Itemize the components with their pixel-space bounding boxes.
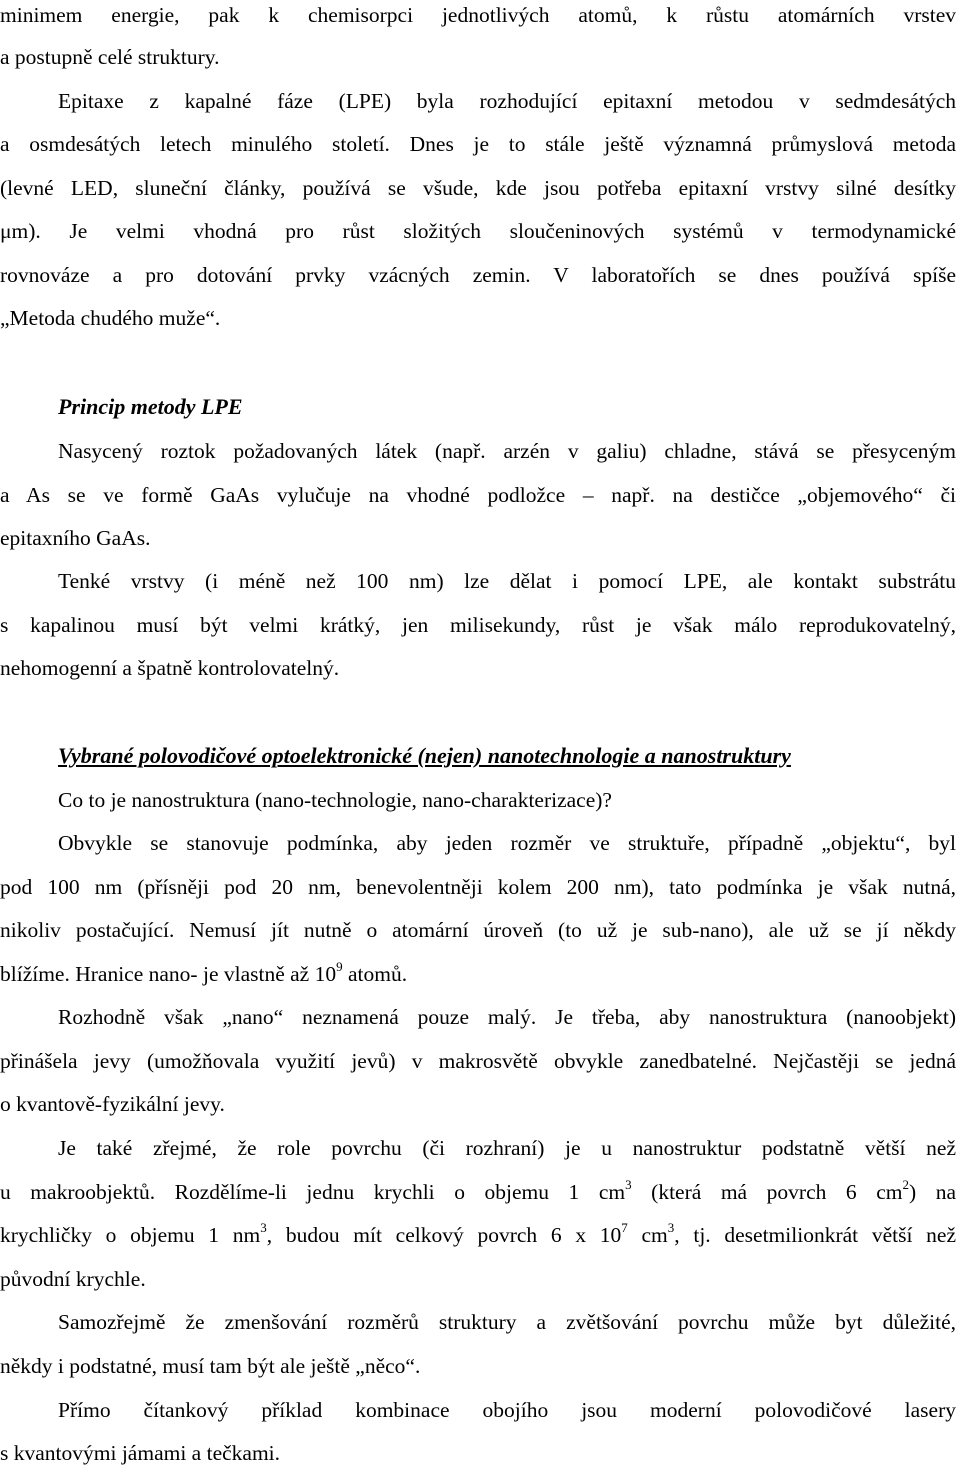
text-line: nehomogenní a špatně kontrolovatelný.	[0, 656, 340, 680]
text-line: (levné LED, sluneční články, používá se všude, kde jsou potřeba epitaxní vrstvy silné desítky	[0, 176, 956, 200]
text-line: Samozřejmě že zmenšování rozměrů struktury a zvětšování povrchu může byt důležité,	[58, 1310, 956, 1334]
text-line: Co to je nanostruktura (nano-technologie, nano-charakterizace)?	[58, 788, 612, 812]
text-line: „Metoda chudého muže“.	[0, 306, 221, 330]
text-run: ) na	[908, 1180, 956, 1204]
text-line: někdy i podstatné, musí tam být ale ještě „něco“.	[0, 1354, 421, 1378]
text-line: rovnováze a pro dotování prvky vzácných zemin. V laboratořích se dnes používá spíše	[0, 263, 956, 287]
text-line	[0, 959, 956, 989]
text-line: a osmdesátých letech minulého století. Dnes je to stále ještě významná průmyslová metoda	[0, 132, 956, 156]
text-run: cm	[627, 1223, 668, 1247]
superscript: 7	[621, 1219, 628, 1235]
superscript: 9	[336, 958, 343, 974]
text-line: Přímo čítankový příklad kombinace obojího jsou moderní polovodičové lasery	[58, 1398, 956, 1422]
text-run: blížíme. Hranice nano- je vlastně až 10	[0, 962, 337, 986]
text-run: , tj. desetmilionkrát větší než	[674, 1223, 956, 1247]
text-run: (která má povrch 6 cm	[631, 1180, 903, 1204]
text-run: krychličky o objemu 1 nm	[0, 1223, 261, 1247]
text-line: Tenké vrstvy (i méně než 100 nm) lze dělat i pomocí LPE, ale kontakt substrátu	[58, 569, 956, 593]
text-run: , budou mít celkový povrch 6 x 10	[266, 1223, 622, 1247]
text-line: a postupně celé struktury.	[0, 45, 220, 69]
text-run: u makroobjektů. Rozdělíme-li jednu krychli o objemu 1 cm	[0, 1180, 626, 1204]
text-line: o kvantově-fyzikální jevy.	[0, 1092, 225, 1116]
text-line: s kvantovými jámami a tečkami.	[0, 1441, 281, 1465]
text-line: přinášela jevy (umožňovala využití jevů) v makrosvětě obvykle zanedbatelné. Nejčastěji se jedná	[0, 1049, 956, 1073]
superscript: 2	[902, 1176, 909, 1192]
text-line	[0, 1177, 956, 1207]
text-line: epitaxního GaAs.	[0, 526, 151, 550]
section-heading: Princip metody LPE	[58, 394, 243, 419]
text-line: pod 100 nm (přísněji pod 20 nm, benevolentněji kolem 200 nm), tato podmínka je však nutná,	[0, 875, 956, 899]
text-line: Rozhodně však „nano“ neznamená pouze malý. Je třeba, aby nanostruktura (nanoobjekt)	[58, 1005, 956, 1029]
text-line: Epitaxe z kapalné fáze (LPE) byla rozhodující epitaxní metodou v sedmdesátých	[58, 89, 956, 113]
text-line: μm). Je velmi vhodná pro růst složitých sloučeninových systémů v termodynamické	[0, 219, 956, 243]
text-line: s kapalinou musí být velmi krátký, jen milisekundy, růst je však málo reprodukovatelný,	[0, 613, 956, 637]
text-line: původní krychle.	[0, 1267, 146, 1291]
text-run: atomů.	[342, 962, 408, 986]
text-line	[0, 1220, 956, 1250]
superscript: 3	[667, 1219, 675, 1235]
text-line: nikoliv postačující. Nemusí jít nutně o atomární úroveň (to už je sub-nano), ale už se jí někdy	[0, 918, 956, 942]
text-line: a As se ve formě GaAs vylučuje na vhodné podložce – např. na destičce „objemového“ či	[0, 483, 956, 507]
superscript: 3	[260, 1219, 267, 1235]
text-line: minimem energie, pak k chemisorpci jednotlivých atomů, k růstu atomárních vrstev	[0, 3, 956, 27]
text-line: Je také zřejmé, že role povrchu (či rozhraní) je u nanostruktur podstatně větší než	[58, 1136, 956, 1160]
section-heading: Vybrané polovodičové optoelektronické (nejen) nanotechnologie a nanostruktury	[58, 743, 791, 768]
text-line: Obvykle se stanovuje podmínka, aby jeden rozměr ve struktuře, případně „objektu“, byl	[58, 831, 956, 855]
text-line: Nasycený roztok požadovaných látek (např. arzén v galiu) chladne, stává se přesyceným	[58, 439, 956, 463]
superscript: 3	[625, 1176, 632, 1192]
